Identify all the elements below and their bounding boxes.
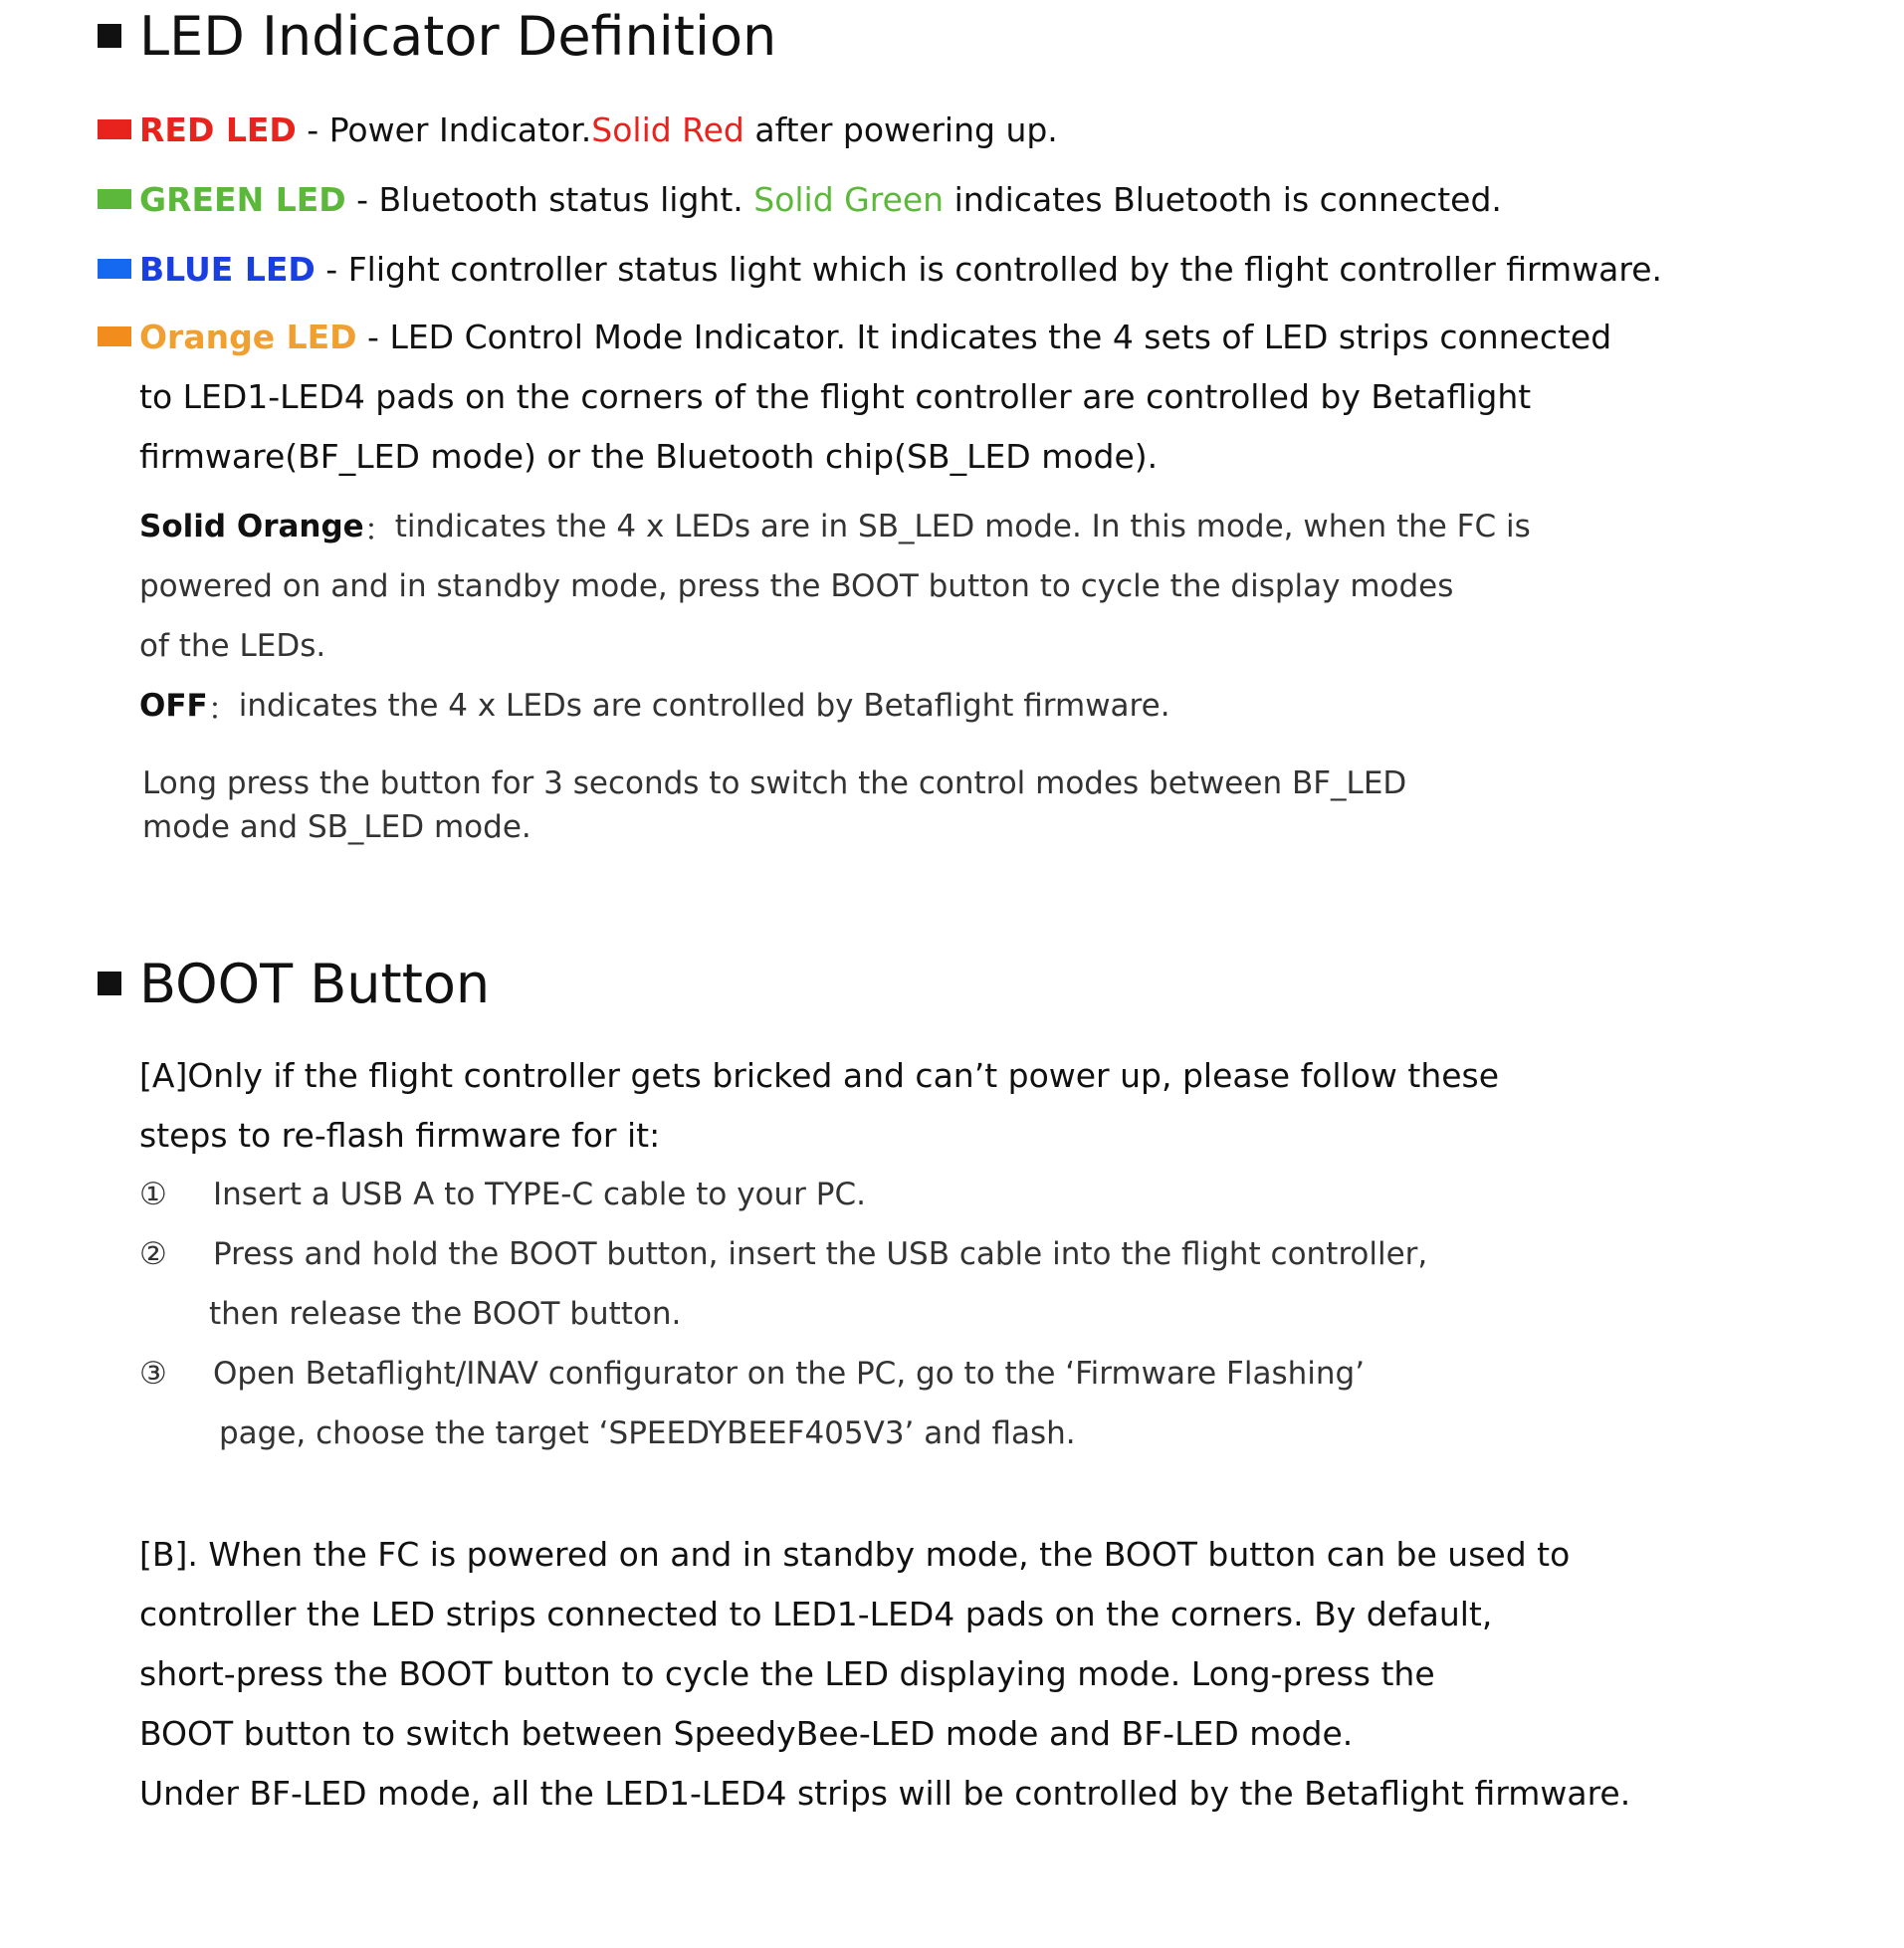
green-led-highlight: Solid Green [753, 179, 945, 219]
separator: - [345, 179, 379, 219]
orange-led-text-line2: to LED1-LED4 pads on the corners of the flight controller are controlled by Betaflight [139, 376, 1532, 416]
section-b-line2: controller the LED strips connected to LED1-LED4 pads on the corners. By default, [139, 1594, 1493, 1633]
colon: ： [363, 512, 395, 548]
off-text: indicates the 4 x LEDs are controlled by Betaflight firmware. [238, 688, 1170, 724]
orange-led-line [98, 312, 1611, 361]
red-square-icon [98, 119, 131, 139]
long-press-line2: mode and SB_LED mode. [142, 809, 531, 845]
solid-orange-text: tindicates the 4 x LEDs are in SB_LED mode. In this mode, when the FC is [394, 509, 1531, 544]
heading-text: BOOT Button [139, 952, 491, 1015]
blue-led-text: Flight controller status light which is controlled by the flight controller firmware. [347, 249, 1663, 289]
led-indicator-heading [98, 0, 776, 76]
step-2 [139, 1229, 1427, 1279]
orange-led-label: Orange LED [139, 317, 357, 356]
square-bullet-icon [98, 24, 121, 48]
circled-number-2: ② [139, 1236, 167, 1272]
solid-orange-label: Solid Orange [139, 509, 364, 544]
separator: - [356, 317, 390, 356]
solid-orange-line2: powered on and in standby mode, press the BOOT button to cycle the display modes [139, 568, 1454, 604]
separator: - [315, 249, 348, 289]
step-2-text: Press and hold the BOOT button, insert the USB cable into the flight controller, [213, 1236, 1428, 1272]
step-3-text: Open Betaflight/INAV configurator on the PC, go to the ‘Firmware Flashing’ [213, 1356, 1366, 1392]
blue-square-icon [98, 259, 131, 279]
step-1 [139, 1170, 866, 1219]
off-label: OFF [139, 688, 208, 724]
section-b-line1: [B]. When the FC is powered on and in standby mode, the BOOT button can be used to [139, 1534, 1571, 1574]
green-led-label: GREEN LED [139, 179, 346, 219]
solid-orange-line3: of the LEDs. [139, 628, 326, 664]
green-led-text: Bluetooth status light. [378, 179, 754, 219]
red-led-line [98, 105, 1058, 154]
section-b-line3: short-press the BOOT button to cycle the LED displaying mode. Long-press the [139, 1653, 1435, 1693]
red-led-label: RED LED [139, 109, 297, 149]
green-square-icon [98, 189, 131, 209]
orange-square-icon [98, 326, 131, 346]
step-3-line2: page, choose the target ‘SPEEDYBEEF405V3’ and flash. [219, 1415, 1076, 1451]
section-a-line2: steps to re-flash firmware for it: [139, 1115, 661, 1155]
boot-button-heading [98, 944, 490, 1023]
blue-led-line [98, 244, 1662, 294]
off-line [139, 681, 1170, 731]
section-b-line4: BOOT button to switch between SpeedyBee-LED mode and BF-LED mode. [139, 1713, 1354, 1753]
red-led-highlight: Solid Red [591, 109, 744, 149]
red-led-text-end: after powering up. [743, 109, 1058, 149]
orange-led-text-line3: firmware(BF_LED mode) or the Bluetooth chip(SB_LED mode). [139, 436, 1159, 476]
heading-text: LED Indicator Definition [139, 4, 777, 68]
red-led-text: Power Indicator. [328, 109, 592, 149]
circled-number-3: ③ [139, 1356, 167, 1392]
step-2-line2: then release the BOOT button. [209, 1296, 682, 1332]
solid-orange-line [139, 502, 1531, 551]
step-1-text: Insert a USB A to TYPE-C cable to your PC. [213, 1177, 866, 1212]
section-b-line5: Under BF-LED mode, all the LED1-LED4 strips will be controlled by the Betaflight firmware. [139, 1773, 1631, 1813]
blue-led-label: BLUE LED [139, 249, 316, 289]
section-a-line1: [A]Only if the flight controller gets bricked and can’t power up, please follow these [139, 1055, 1500, 1095]
long-press-line1: Long press the button for 3 seconds to switch the control modes between BF_LED [142, 765, 1407, 801]
green-led-text-end: indicates Bluetooth is connected. [944, 179, 1502, 219]
step-3 [139, 1349, 1365, 1399]
orange-led-text: LED Control Mode Indicator. It indicates the 4 sets of LED strips connected [389, 317, 1612, 356]
circled-number-1: ① [139, 1177, 167, 1212]
green-led-line [98, 174, 1502, 224]
separator: - [296, 109, 329, 149]
square-bullet-icon [98, 972, 121, 995]
colon: ： [207, 691, 239, 728]
